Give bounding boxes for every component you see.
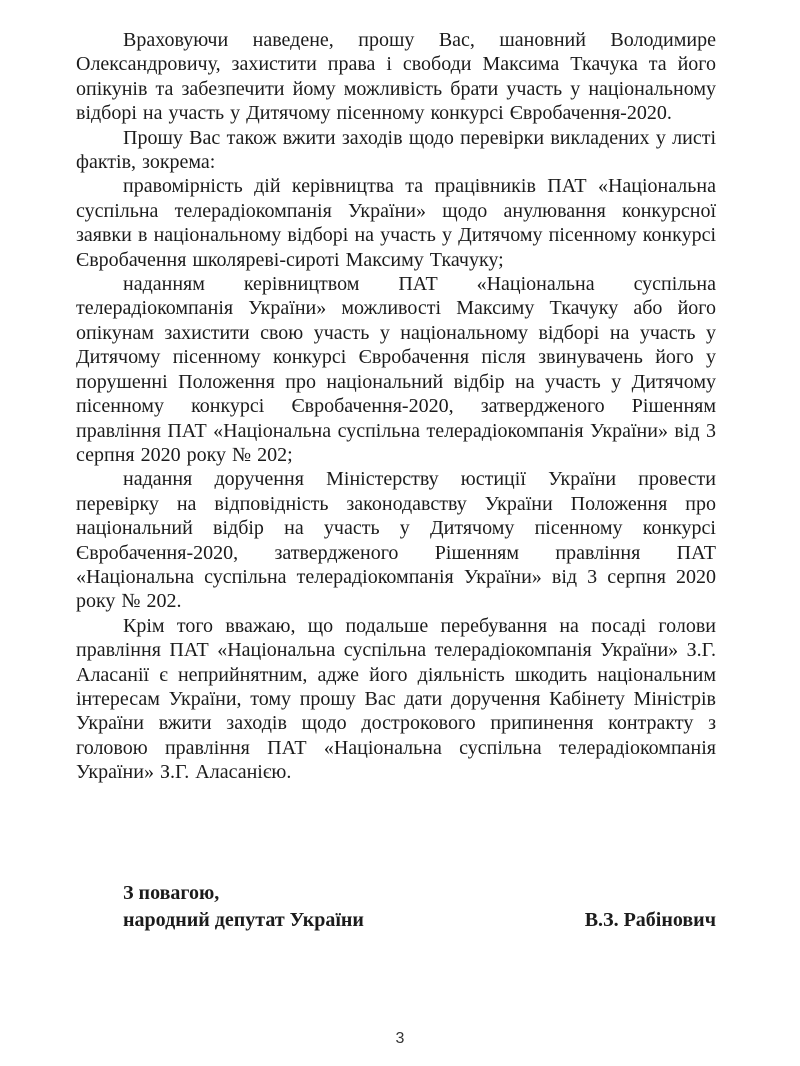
paragraph: Крім того вважаю, що подальше перебування на посаді голови правління ПАТ «Національна суспільна телерадіокомпанія України» З.Г. Аласанії є неприйнятним, адже його діяльність шкодить національним інтересам України, тому прошу Вас дати доручення Кабінету Міністрів України вжити заходів щодо дострокового припинення контракту з головою правління ПАТ «Національна суспільна телерадіокомпанія України» З.Г. Аласанією.	[76, 614, 716, 784]
page-number: 3	[395, 1030, 405, 1047]
signature-left	[123, 880, 364, 934]
paragraph: правомірність дій керівництва та працівників ПАТ «Національна суспільна телерадіокомпанія України» щодо анулювання конкурсної заявки в національному відборі на участь у Дитячому пісенному конкурсі Євробачення школяреві-сироті Максиму Ткачуку;	[76, 175, 716, 271]
signature-title: народний депутат України	[123, 908, 364, 931]
signature-name: В.З. Рабінович	[584, 908, 716, 931]
signature-closing: З повагою,	[123, 881, 220, 904]
paragraph: наданням керівництвом ПАТ «Національна суспільна телерадіокомпанія України» можливості Максиму Ткачуку або його опікунам захистити свою участь у національному відборі на участь у Дитячому пісенному конкурсі Євробачення після звинувачень його у порушенні Положення про національний відбір на участь у Дитячому пісенному конкурсі Євробачення-2020, затвердженого Рішенням правління ПАТ «Національна суспільна телерадіокомпанія України» від 3 серпня 2020 року № 202;	[76, 273, 716, 466]
signature-block	[76, 880, 716, 934]
paragraph: Прошу Вас також вжити заходів щодо перевірки викладених у листі фактів, зокрема:	[76, 126, 716, 174]
paragraph: надання доручення Міністерству юстиції України провести перевірку на відповідність законодавству України Положення про національний відбір на участь у Дитячому пісенному конкурсі Євробачення-2020, затвердженого Рішенням правління ПАТ «Національна суспільна телерадіокомпанія України» від 3 серпня 2020 року № 202.	[76, 468, 716, 613]
paragraph: Враховуючи наведене, прошу Вас, шановний Володимире Олександровичу, захистити права і свободи Максима Ткачука та його опікунів та забезпечити йому можливість брати участь у національному відборі на участь у Дитячому пісенному конкурсі Євробачення-2020.	[76, 29, 716, 125]
